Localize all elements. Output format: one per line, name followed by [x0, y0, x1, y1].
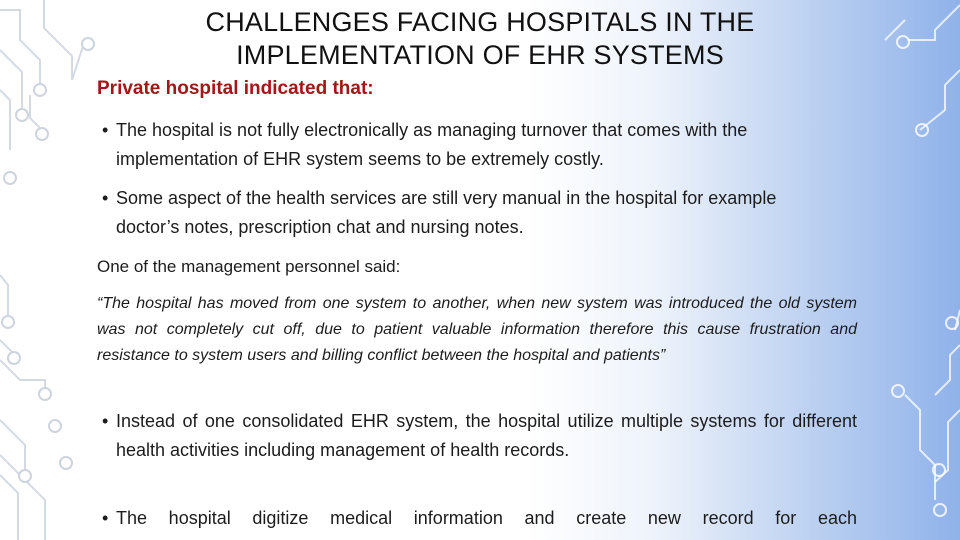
- title-line-1: CHALLENGES FACING HOSPITALS IN THE: [205, 7, 755, 37]
- bullet-item: [100, 184, 840, 242]
- bullet-dot: •: [102, 508, 109, 528]
- bullet-text: The hospital digitize medical information and create new record for each: [116, 508, 857, 528]
- subheading: Private hospital indicated that:: [97, 78, 374, 99]
- bullet-dot: •: [102, 411, 109, 431]
- bullet-text: The hospital is not fully electronically as managing turnover that comes with the implementation of EHR system seems to be extremely costly.: [116, 120, 748, 169]
- bullet-text: Some aspect of the health services are still very manual in the hospital for example doctor’s notes, prescription chat and nursing notes.: [116, 188, 777, 237]
- bullet-item: [100, 116, 860, 174]
- circuit-left-lines: [0, 0, 85, 540]
- bullet-dot: •: [102, 188, 109, 208]
- bullet-item: [100, 407, 857, 465]
- circuit-right-lines: [885, 5, 960, 500]
- bullet-text: Instead of one consolidated EHR system, the hospital utilize multiple systems for different health activities including management of health records.: [116, 411, 857, 460]
- bullet-item: [100, 504, 857, 533]
- management-intro: One of the management personnel said:: [97, 257, 401, 276]
- circuit-left-nodes: [2, 38, 94, 482]
- quote-text: “The hospital has moved from one system to another, when new system was introduced the old system was not completely cut off, due to patient valuable information therefore this cause frustration and resistance to system users and billing conflict between the hospital and patients”: [97, 295, 857, 364]
- slide-title: [100, 6, 860, 72]
- title-line-2: IMPLEMENTATION OF EHR SYSTEMS: [236, 40, 724, 70]
- bullet-dot: •: [102, 120, 109, 140]
